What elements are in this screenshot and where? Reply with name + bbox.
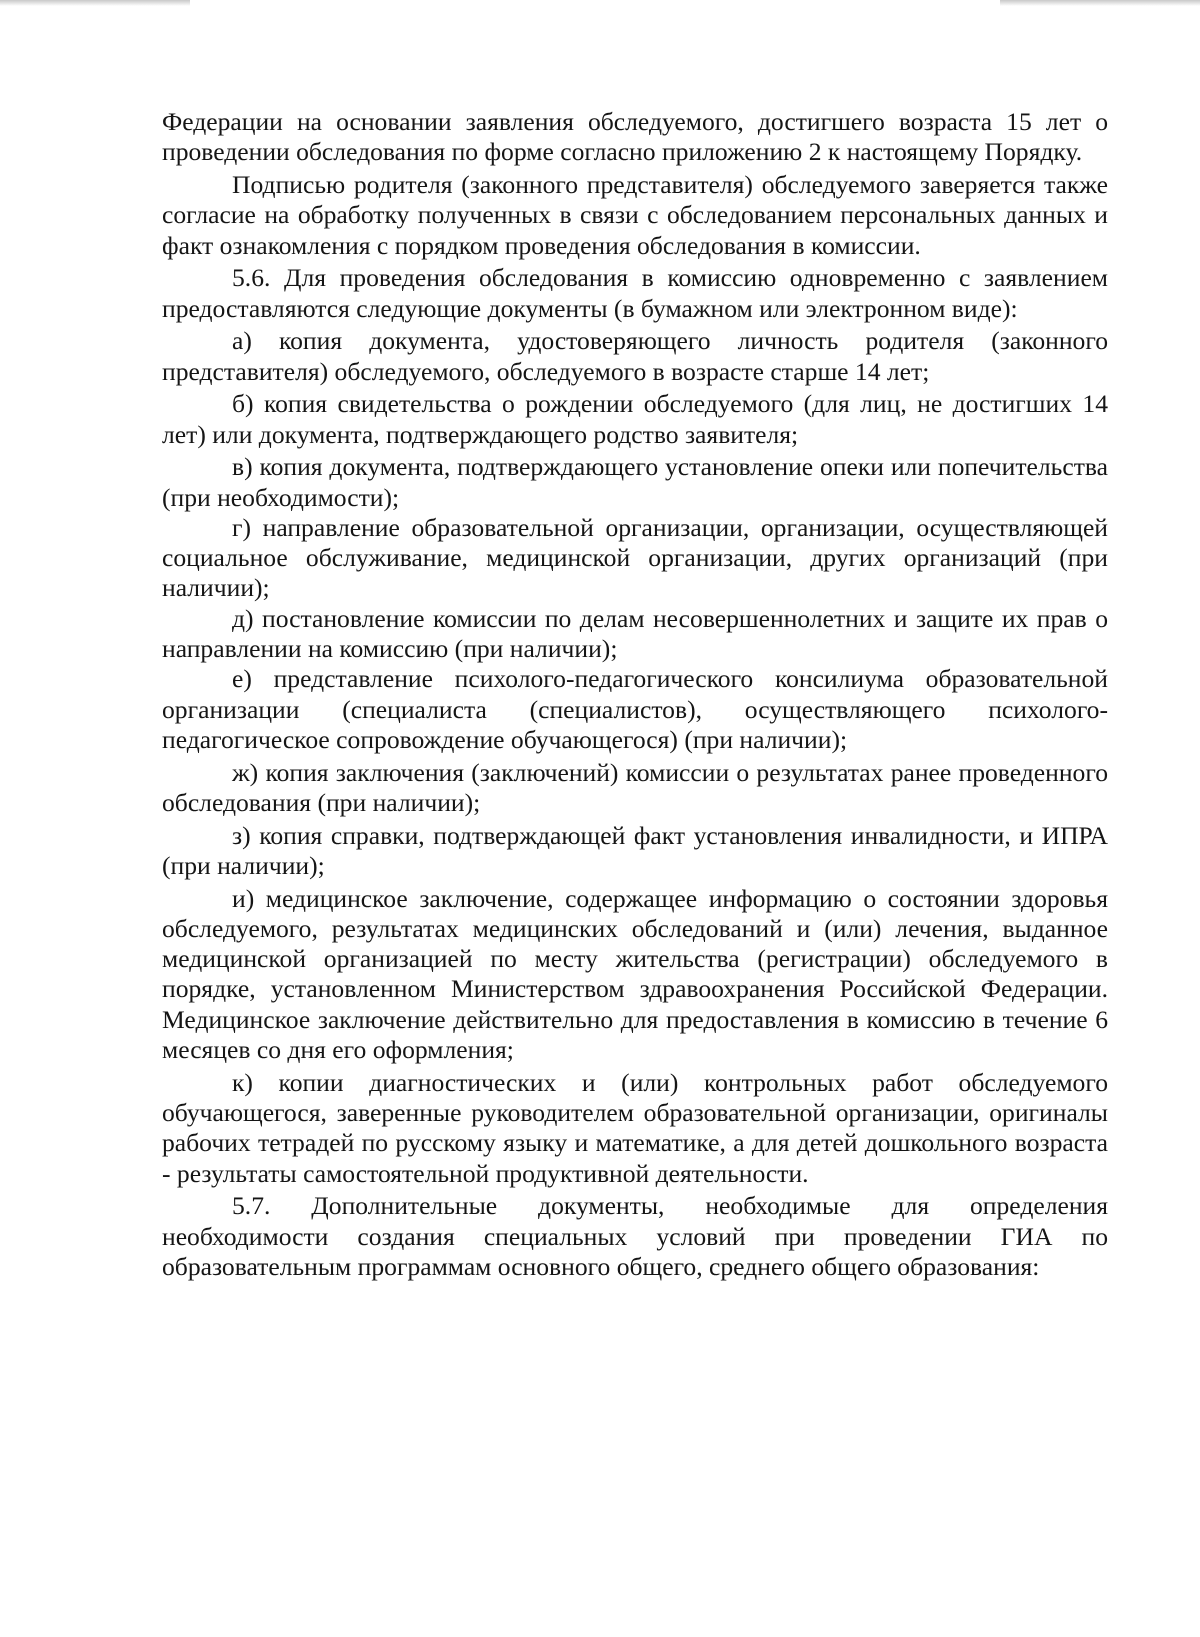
list-item-e: е) представление психолого-педагогического консилиума образовательной организации (специалиста (специалистов), осуществляющего психолого-педагогическое сопровождение обучающегося) (при наличии); bbox=[162, 664, 1108, 754]
scan-edge-right bbox=[1000, 0, 1200, 6]
list-item-a: а) копия документа, удостоверяющего личность родителя (законного представителя) обследуемого, обследуемого в возрасте старше 14 лет; bbox=[162, 326, 1108, 386]
list-item-v: в) копия документа, подтверждающего установление опеки или попечительства (при необходимости); bbox=[162, 452, 1108, 512]
list-item-b: б) копия свидетельства о рождении обследуемого (для лиц, не достигших 14 лет) или документа, подтверждающего родство заявителя; bbox=[162, 389, 1108, 449]
list-item-d: д) постановление комиссии по делам несовершеннолетних и защите их прав о направлении на комиссию (при наличии); bbox=[162, 603, 1108, 663]
list-item-z: з) копия справки, подтверждающей факт установления инвалидности, и ИПРА (при наличии); bbox=[162, 820, 1108, 880]
paragraph-signature-consent: Подписью родителя (законного представителя) обследуемого заверяется также согласие на обработку полученных в связи с обследованием персональных данных и факт ознакомления с порядком проведения обследования в комиссии. bbox=[162, 169, 1108, 260]
list-item-g: г) направление образовательной организации, организации, осуществляющей социальное обслуживание, медицинской организации, других организаций (при наличии); bbox=[162, 512, 1108, 603]
document-body bbox=[162, 107, 1108, 1282]
paragraph-section-5-6: 5.6. Для проведения обследования в комиссию одновременно с заявлением предоставляются следующие документы (в бумажном или электронном виде): bbox=[162, 263, 1108, 323]
list-item-zh: ж) копия заключения (заключений) комиссии о результатах ранее проведенного обследования (при наличии); bbox=[162, 757, 1108, 817]
list-item-i: и) медицинское заключение, содержащее информацию о состоянии здоровья обследуемого, результатах медицинских обследований и (или) лечения, выданное медицинской организацией по месту жительства (регистрации) обследуемого в порядке, установленном Министерством здравоохранения Российской Федерации. Медицинское заключение действительно для предоставления в комиссию в течение 6 месяцев со дня его оформления; bbox=[162, 883, 1108, 1065]
list-item-k: к) копии диагностических и (или) контрольных работ обследуемого обучающегося, заверенные руководителем образовательной организации, оригиналы рабочих тетрадей по русскому языку и математике, а для детей дошкольного возраста - результаты самостоятельной продуктивной деятельности. bbox=[162, 1067, 1108, 1188]
paragraph-continuation: Федерации на основании заявления обследуемого, достигшего возраста 15 лет о проведении обследования по форме согласно приложению 2 к настоящему Порядку. bbox=[162, 107, 1108, 167]
scan-edge-left bbox=[0, 0, 190, 6]
paragraph-section-5-7: 5.7. Дополнительные документы, необходимые для определения необходимости создания специальных условий при проведении ГИА по образовательным программам основного общего, среднего общего образования: bbox=[162, 1191, 1108, 1281]
